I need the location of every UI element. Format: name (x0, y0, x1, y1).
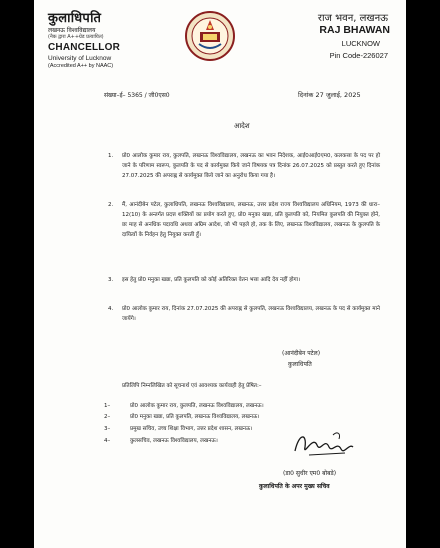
copy-heading: प्रतिलिपि निम्नलिखित को सूचनार्थ एवं आवश्यक कार्यवाही हेतु प्रेषित:– (122, 383, 262, 389)
document-page (34, 0, 406, 548)
copy-item (104, 424, 252, 432)
copy-item (104, 401, 264, 409)
order-title: आदेश (234, 122, 250, 130)
paragraph-number: 3. (108, 277, 114, 283)
copy-item (104, 412, 259, 420)
letterhead-hindi-title: कुलाधिपति (48, 11, 102, 26)
paragraph-number: 4. (108, 306, 114, 312)
paragraph-text: इस हेतु प्रो0 मनुका खन्ना, प्रति कुलपति को कोई अतिरिक्त वेतन भत्ता आदि देय नहीं होगा। (122, 277, 301, 283)
officer-name: (डा0 सुधीर एम0 बोबडे) (283, 470, 337, 477)
copy-text: प्रमुख सचिव, उच्च शिक्षा विभाग, उत्तर प्रदेश शासन, लखनऊ। (130, 426, 253, 432)
copy-text: प्रो0 आलोक कुमार राय, कुलपति, लखनऊ विश्वविद्यालय, लखनऊ। (130, 403, 264, 409)
raj-bhawan-hindi: राज भवन, लखनऊ (317, 13, 388, 24)
university-seal-icon (185, 10, 235, 62)
document-date: दिनांक 27 जुलाई, 2025 (298, 91, 361, 99)
paragraph-4 (108, 305, 380, 325)
paragraph-number: 2. (108, 202, 114, 208)
handwritten-signature (289, 427, 359, 463)
copy-number: 3– (104, 426, 111, 432)
letterhead-english-title: CHANCELLOR (48, 42, 120, 53)
copy-number: 1– (104, 403, 111, 409)
paragraph-3 (108, 276, 380, 286)
letterhead-english-subtitle: University of Lucknow (48, 55, 112, 62)
raj-bhawan-city: LUCKNOW (341, 39, 380, 48)
paragraph-2 (108, 201, 380, 241)
letterhead-hindi-subtitle: लखनऊ विश्वविद्यालय (48, 27, 96, 34)
paragraph-1 (108, 152, 380, 182)
copy-item (104, 436, 218, 444)
signatory-designation: कुलाधिपति (288, 361, 312, 368)
copy-number: 2– (104, 414, 111, 420)
copy-text: प्रो0 मनुका खन्ना, प्रति कुलपति, लखनऊ विश्वविद्यालय, लखनऊ। (130, 414, 260, 420)
raj-bhawan-pin: Pin Code-226027 (329, 51, 388, 60)
copy-text: कुलसचिव, लखनऊ विश्वविद्यालय, लखनऊ। (130, 438, 218, 444)
paragraph-text: प्रो0 आलोक कुमार राय, दिनांक 27.07.2025 की अपराह्न से कुलपति, लखनऊ विश्वविद्यालय, लखनऊ के पद से कार्यमुक्त माने जायेंगे। (122, 306, 380, 322)
reference-number: संख्या–ई– 5365 / जी0एस0 (104, 92, 170, 99)
raj-bhawan-english: RAJ BHAWAN (319, 24, 390, 36)
paragraph-text: प्रो0 आलोक कुमार राय, कुलपति, लखनऊ विश्वविद्यालय, लखनऊ का भवन निदेशक, आई0आई0एम0, कलकत्ता के पद पर हो जाने के परिणाम स्वरूप, कुलपति के पद से कार्यमुक्त किये जाने विषयक पत्र दिनांक 26.07.2025 को प्रस्तुत करते हुए दिनांक 27.07.2025 की अपराह्न से कार्यमुक्त किये जाने का अनुरोध किया गया है। (122, 153, 380, 179)
letterhead-english-accreditation: (Accredited A++ by NAAC) (48, 63, 114, 69)
officer-designation: कुलाधिपति के अपर मुख्य सचिव (259, 483, 330, 490)
paragraph-text: मैं, आनंदीबेन पटेल, कुलाधिपति, लखनऊ विश्वविद्यालय, लखनऊ, उत्तर प्रदेश राज्य विश्वविद्यालय अधिनियम, 1973 की धारा–12(10) के अन्तर्गत प्रदत्त शक्तियों का प्रयोग करते हुए, प्रो0 मनुका खन्ना, प्रति कुलपति को, नियमित कुलपति की नियुक्त होने, छः माह से अनधिक पदावधि अथवा अग्रिम आदेश, जो भी पहले हो, तक के लिए, लखनऊ विश्वविद्यालय, लखनऊ के कुलपति के दायित्वों के निर्वहन हेतु नियुक्त करती हूँ। (122, 202, 380, 238)
paragraph-number: 1. (108, 153, 114, 159)
copy-number: 4– (104, 438, 111, 444)
signatory-name: (आनंदीबेन पटेल) (282, 350, 321, 357)
letterhead-hindi-accreditation: (नैक द्वारा A++ग्रेड प्रत्यायित) (48, 34, 104, 40)
